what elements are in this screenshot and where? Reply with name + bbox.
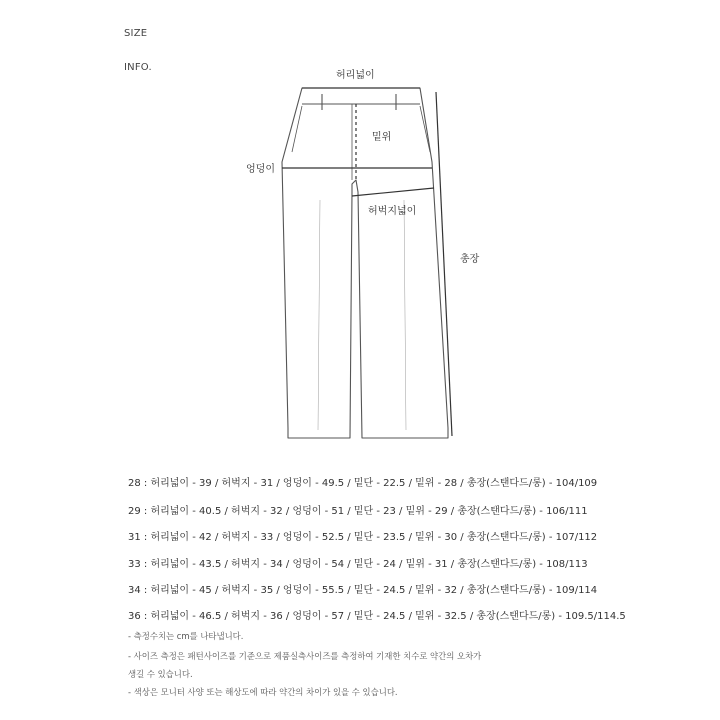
size-row-31: 31 : 허리넓이 - 42 / 허벅지 - 33 / 엉덩이 - 52.5 / 밑단 - 23.5 / 밑위 - 30 / 총장(스탠다드/롱) - 107/112 xyxy=(128,532,598,543)
pocket-right xyxy=(420,106,430,152)
rise-label: 밑위 xyxy=(372,132,392,143)
pocket-left xyxy=(292,106,302,152)
pants-outline xyxy=(282,88,448,438)
size-row-34: 34 : 허리넓이 - 45 / 허벅지 - 35 / 엉덩이 - 55.5 / 밑단 - 24.5 / 밑위 - 32 / 총장(스탠다드/롱) - 109/114 xyxy=(128,585,598,596)
note-item: - 사이즈 측정은 패턴사이즈를 기준으로 제품실측사이즈를 측정하여 기재한 치수로 약간의 오차가 xyxy=(128,651,482,661)
size-row-29: 29 : 허리넓이 - 40.5 / 허벅지 - 32 / 엉덩이 - 51 / 밑단 - 23 / 밑위 - 29 / 총장(스탠다드/롱) - 106/111 xyxy=(128,506,588,517)
length-label: 총장 xyxy=(460,254,480,265)
crease-right xyxy=(404,200,406,430)
note-item: 생길 수 있습니다. xyxy=(128,669,193,679)
size-heading: SIZE xyxy=(124,28,148,39)
hip-label: 엉덩이 xyxy=(246,164,275,175)
size-row-33: 33 : 허리넓이 - 43.5 / 허벅지 - 34 / 엉덩이 - 54 / 밑단 - 24 / 밑위 - 31 / 총장(스탠다드/롱) - 108/113 xyxy=(128,559,588,570)
note-item: - 측정수치는 cm를 나타냅니다. xyxy=(128,631,244,641)
thigh-label: 허벅지넓이 xyxy=(368,206,417,217)
note-item: - 색상은 모니터 사양 또는 해상도에 따라 약간의 차이가 있을 수 있습니다. xyxy=(128,687,398,697)
waist-label: 허리넓이 xyxy=(336,70,375,81)
info-heading: INFO. xyxy=(124,62,152,73)
crease-left xyxy=(318,200,320,430)
size-row-28: 28 : 허리넓이 - 39 / 허벅지 - 31 / 엉덩이 - 49.5 / 밑단 - 22.5 / 밑위 - 28 / 총장(스탠다드/롱) - 104/109 xyxy=(128,478,598,489)
size-row-36: 36 : 허리넓이 - 46.5 / 허벅지 - 36 / 엉덩이 - 57 / 밑단 - 24.5 / 밑위 - 32.5 / 총장(스탠다드/롱) - 109.5/114.5 xyxy=(128,611,626,622)
thigh-measure-line xyxy=(352,188,434,196)
